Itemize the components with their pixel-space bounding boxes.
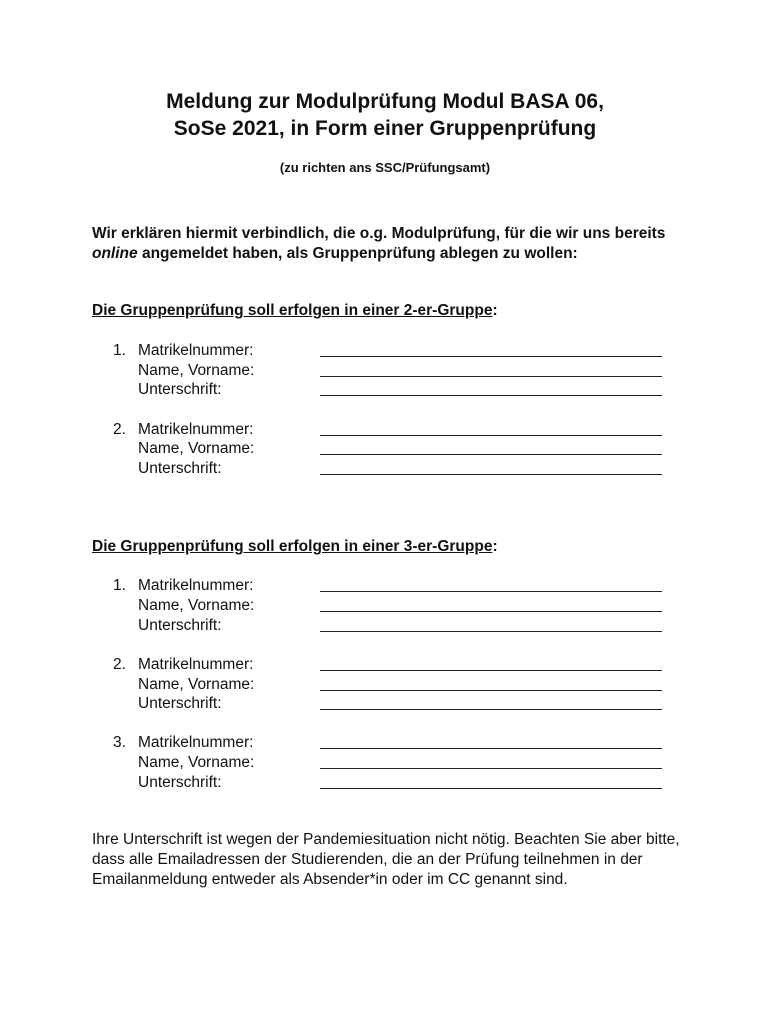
title-line-1: Meldung zur Modulprüfung Modul BASA 06, xyxy=(166,90,604,113)
field-label: Matrikelnummer: xyxy=(138,734,254,751)
field-row-matrikelnummer xyxy=(0,734,770,754)
fill-in-line[interactable] xyxy=(320,356,662,357)
field-row-signature xyxy=(0,460,770,480)
field-label: Unterschrift: xyxy=(138,695,222,712)
field-row-signature xyxy=(0,381,770,401)
fill-in-line[interactable] xyxy=(320,690,662,691)
footer-note: Ihre Unterschrift ist wegen der Pandemiesituation nicht nötig. Beachten Sie aber bitte, dass alle Emailadressen der Studierenden, die an der Prüfung teilnehmen in der Emailanmeldung entweder als Absender*in oder im CC genannt sind. xyxy=(92,831,680,888)
field-label: Name, Vorname: xyxy=(138,676,255,693)
fill-in-line[interactable] xyxy=(320,395,662,396)
field-label: Name, Vorname: xyxy=(138,440,255,457)
field-row-matrikelnummer xyxy=(0,421,770,441)
field-label: Unterschrift: xyxy=(138,460,222,477)
fill-in-line[interactable] xyxy=(320,454,662,455)
section-heading-colon: : xyxy=(492,538,498,555)
field-row-name xyxy=(0,597,770,617)
section-heading-2er xyxy=(92,302,498,320)
member-number: 2. xyxy=(113,656,126,673)
field-label: Unterschrift: xyxy=(138,381,222,398)
section-heading-text: Die Gruppenprüfung soll erfolgen in einer 3-er-Gruppe xyxy=(92,538,493,555)
field-row-name xyxy=(0,362,770,382)
fill-in-line[interactable] xyxy=(320,788,662,789)
section-heading-text: Die Gruppenprüfung soll erfolgen in einer 2-er-Gruppe xyxy=(92,302,493,319)
member-number: 1. xyxy=(113,342,126,359)
fill-in-line[interactable] xyxy=(320,709,662,710)
field-label: Name, Vorname: xyxy=(138,754,255,771)
member-number: 1. xyxy=(113,577,126,594)
field-label: Unterschrift: xyxy=(138,774,222,791)
field-row-matrikelnummer xyxy=(0,577,770,597)
field-row-matrikelnummer xyxy=(0,342,770,362)
fill-in-line[interactable] xyxy=(320,670,662,671)
field-label: Matrikelnummer: xyxy=(138,342,254,359)
section-heading-3er xyxy=(92,538,498,556)
title-line-2: SoSe 2021, in Form einer Gruppenprüfung xyxy=(173,117,597,140)
fill-in-line[interactable] xyxy=(320,748,662,749)
field-row-signature xyxy=(0,617,770,637)
declaration-emphasis: online xyxy=(92,244,138,262)
field-row-signature xyxy=(0,695,770,715)
field-row-name xyxy=(0,440,770,460)
subtitle: (zu richten ans SSC/Prüfungsamt) xyxy=(279,160,491,175)
field-label: Matrikelnummer: xyxy=(138,421,254,438)
field-row-name xyxy=(0,676,770,696)
member-number: 2. xyxy=(113,421,126,438)
fill-in-line[interactable] xyxy=(320,631,662,632)
field-row-signature xyxy=(0,774,770,794)
declaration-part-2: angemeldet haben, als Gruppenprüfung ablegen zu wollen: xyxy=(137,244,578,262)
member-number: 3. xyxy=(113,734,126,751)
fill-in-line[interactable] xyxy=(320,768,662,769)
field-label: Matrikelnummer: xyxy=(138,577,254,594)
declaration-text xyxy=(92,224,682,263)
fill-in-line[interactable] xyxy=(320,474,662,475)
fill-in-line[interactable] xyxy=(320,611,662,612)
field-label: Name, Vorname: xyxy=(138,362,255,379)
section-heading-colon: : xyxy=(492,302,498,319)
field-label: Matrikelnummer: xyxy=(138,656,254,673)
field-row-matrikelnummer xyxy=(0,656,770,676)
field-label: Name, Vorname: xyxy=(138,597,255,614)
field-label: Unterschrift: xyxy=(138,617,222,634)
declaration-part-1: Wir erklären hiermit verbindlich, die o.g. Modulprüfung, für die wir uns bereits xyxy=(92,225,666,242)
fill-in-line[interactable] xyxy=(320,435,662,436)
fill-in-line[interactable] xyxy=(320,591,662,592)
field-row-name xyxy=(0,754,770,774)
fill-in-line[interactable] xyxy=(320,376,662,377)
